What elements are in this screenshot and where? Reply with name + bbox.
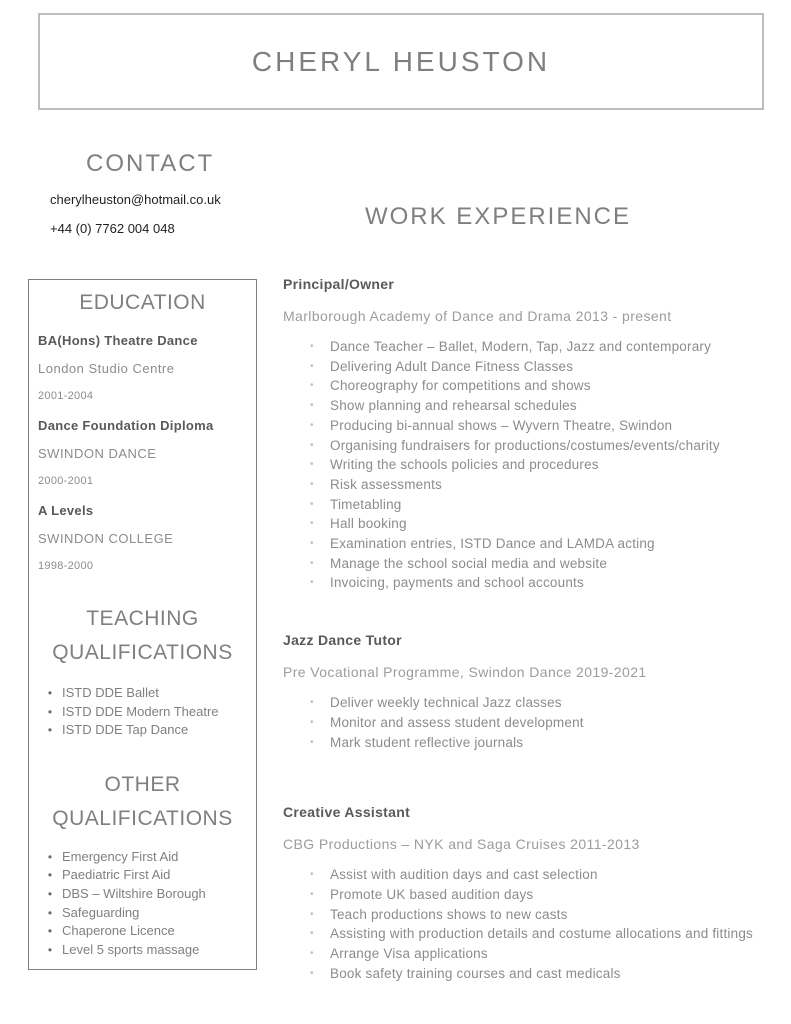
- bullet-icon: •: [310, 908, 314, 920]
- other-qualifications-list: [38, 848, 247, 960]
- job-title: Creative Assistant: [283, 804, 411, 821]
- bullet-icon: •: [310, 439, 314, 451]
- job-bullet: [310, 357, 778, 377]
- bullet-icon: •: [47, 886, 53, 901]
- qualification-item: [38, 904, 247, 923]
- bullet-icon: •: [310, 869, 314, 881]
- job-bullet: [310, 376, 778, 396]
- job-bullet: [310, 534, 778, 554]
- bullet-icon: •: [47, 868, 53, 883]
- education-entry-dates: 1998-2000: [38, 560, 94, 572]
- bullet-icon: •: [310, 716, 314, 728]
- job-bullet: [310, 554, 778, 574]
- contact-email: cherylheuston@hotmail.co.uk: [50, 192, 221, 207]
- education-entry-title: A Levels: [38, 503, 94, 518]
- bullet-icon: •: [310, 697, 314, 709]
- job-section: [283, 804, 778, 983]
- qualification-item-label: ISTD DDE Modern Theatre: [62, 703, 219, 719]
- job-bullet-label: Timetabling: [330, 496, 402, 512]
- bullet-icon: •: [47, 942, 53, 957]
- job-bullet-label: Assist with audition days and cast selection: [330, 867, 598, 883]
- education-entry-title: Dance Foundation Diploma: [38, 418, 214, 433]
- contact-heading: CONTACT: [86, 150, 215, 177]
- education-entry-org: SWINDON COLLEGE: [38, 531, 174, 546]
- education-entry-dates: 2000-2001: [38, 475, 94, 487]
- teaching-qualifications-heading: TEACHING QUALIFICATIONS: [52, 607, 233, 664]
- job-section: [283, 632, 778, 752]
- bullet-icon: •: [310, 888, 314, 900]
- job-bullet-label: Deliver weekly technical Jazz classes: [330, 695, 562, 711]
- qualification-item-label: Level 5 sports massage: [62, 941, 200, 957]
- bullet-icon: •: [47, 849, 53, 864]
- job-bullet-list: [310, 693, 778, 752]
- job-bullet-label: Monitor and assess student development: [330, 714, 584, 730]
- bullet-icon: •: [310, 948, 314, 960]
- job-bullet: [310, 733, 778, 753]
- bullet-icon: •: [310, 736, 314, 748]
- job-bullet: [310, 495, 778, 515]
- qualification-item: [38, 885, 247, 904]
- bullet-icon: •: [47, 924, 53, 939]
- bullet-icon: •: [310, 557, 314, 569]
- job-bullet: [310, 573, 778, 593]
- qualification-item: [38, 703, 247, 722]
- job-bullet-label: Hall booking: [330, 516, 407, 532]
- job-bullet: [310, 436, 778, 456]
- job-bullet-label: Promote UK based audition days: [330, 886, 534, 902]
- job-title: Jazz Dance Tutor: [283, 632, 402, 649]
- job-organisation: Pre Vocational Programme, Swindon Dance 2019-2021: [283, 664, 647, 681]
- job-bullet: [310, 416, 778, 436]
- bullet-icon: •: [310, 577, 314, 589]
- bullet-icon: •: [310, 967, 314, 979]
- job-bullet-label: Examination entries, ISTD Dance and LAMDA acting: [330, 536, 655, 552]
- work-experience-section: [283, 276, 778, 983]
- job-organisation: CBG Productions – NYK and Saga Cruises 2011-2013: [283, 836, 640, 853]
- bullet-icon: •: [310, 518, 314, 530]
- job-bullet: [310, 396, 778, 416]
- job-section: [283, 276, 778, 593]
- bullet-icon: •: [47, 704, 53, 719]
- job-bullet-list: [310, 865, 778, 983]
- qualification-item-label: ISTD DDE Ballet: [62, 685, 159, 700]
- education-entry-org: London Studio Centre: [38, 361, 175, 376]
- job-bullet-label: Mark student reflective journals: [330, 734, 524, 750]
- qualification-item-label: Paediatric First Aid: [62, 867, 171, 883]
- qualification-item-label: Emergency First Aid: [62, 848, 179, 864]
- job-bullet: [310, 885, 778, 905]
- job-bullet-label: Producing bi-annual shows – Wyvern Theatre, Swindon: [330, 417, 673, 433]
- sidebar: [28, 279, 257, 970]
- qualification-item-label: Safeguarding: [62, 904, 140, 920]
- job-bullet-list: [310, 337, 778, 593]
- job-bullet-label: Risk assessments: [330, 476, 442, 492]
- job-bullet-label: Delivering Adult Dance Fitness Classes: [330, 358, 574, 374]
- qualification-item-label: DBS – Wiltshire Borough: [62, 885, 206, 901]
- qualification-item: [38, 684, 247, 703]
- bullet-icon: •: [310, 538, 314, 550]
- job-title: Principal/Owner: [283, 276, 395, 292]
- bullet-icon: •: [310, 380, 314, 392]
- job-bullet-label: Teach productions shows to new casts: [330, 906, 568, 922]
- qualification-item: [38, 922, 247, 941]
- job-bullet: [310, 964, 778, 984]
- bullet-icon: •: [310, 478, 314, 490]
- job-bullet-label: Organising fundraisers for productions/costumes/events/charity: [330, 437, 720, 453]
- bullet-icon: •: [310, 341, 314, 352]
- job-bullet: [310, 944, 778, 964]
- job-bullet-label: Book safety training courses and cast medicals: [330, 965, 621, 981]
- bullet-icon: •: [310, 360, 314, 372]
- education-entry-org: SWINDON DANCE: [38, 446, 157, 461]
- qualification-item: [38, 866, 247, 885]
- bullet-icon: •: [310, 498, 314, 510]
- education-entry-title: BA(Hons) Theatre Dance: [38, 333, 198, 348]
- qualification-item: [38, 848, 247, 867]
- job-bullet: [310, 713, 778, 733]
- page-title: CHERYL HEUSTON: [251, 45, 551, 77]
- education-entry: [38, 417, 247, 490]
- contact-phone: +44 (0) 7762 004 048: [50, 221, 175, 236]
- job-bullet: [310, 337, 778, 357]
- header-box: [38, 13, 764, 110]
- bullet-icon: •: [310, 928, 314, 940]
- job-bullet: [310, 865, 778, 885]
- job-bullet-label: Arrange Visa applications: [330, 946, 488, 962]
- job-bullet: [310, 693, 778, 713]
- teaching-qualifications-list: [38, 684, 247, 740]
- work-experience-heading: WORK EXPERIENCE: [364, 203, 632, 230]
- education-heading: EDUCATION: [79, 291, 206, 314]
- job-bullet-label: Assisting with production details and costume allocations and fittings: [330, 926, 753, 942]
- bullet-icon: •: [310, 459, 314, 471]
- education-entry: [38, 332, 247, 405]
- job-bullet-label: Writing the schools policies and procedures: [330, 457, 599, 473]
- qualification-item-label: ISTD DDE Tap Dance: [62, 722, 189, 738]
- qualification-item: [38, 941, 247, 960]
- education-entry: [38, 502, 247, 575]
- education-entry-dates: 2001-2004: [38, 390, 94, 402]
- job-bullet-label: Invoicing, payments and school accounts: [330, 575, 584, 591]
- bullet-icon: •: [47, 723, 53, 738]
- job-organisation: Marlborough Academy of Dance and Drama 2013 - present: [283, 308, 672, 324]
- job-bullet: [310, 905, 778, 925]
- job-bullet-label: Manage the school social media and website: [330, 555, 608, 571]
- bullet-icon: •: [310, 400, 314, 412]
- job-bullet-label: Dance Teacher – Ballet, Modern, Tap, Jazz and contemporary: [330, 339, 712, 354]
- job-bullet: [310, 475, 778, 495]
- bullet-icon: •: [47, 905, 53, 920]
- bullet-icon: •: [310, 419, 314, 431]
- job-bullet: [310, 514, 778, 534]
- qualification-item-label: Chaperone Licence: [62, 923, 175, 939]
- bullet-icon: •: [47, 686, 53, 700]
- qualification-item: [38, 721, 247, 740]
- job-bullet-label: Show planning and rehearsal schedules: [330, 398, 577, 414]
- job-bullet-label: Choreography for competitions and shows: [330, 378, 591, 394]
- other-qualifications-heading: OTHER QUALIFICATIONS: [52, 772, 233, 830]
- job-bullet: [310, 924, 778, 944]
- job-bullet: [310, 455, 778, 475]
